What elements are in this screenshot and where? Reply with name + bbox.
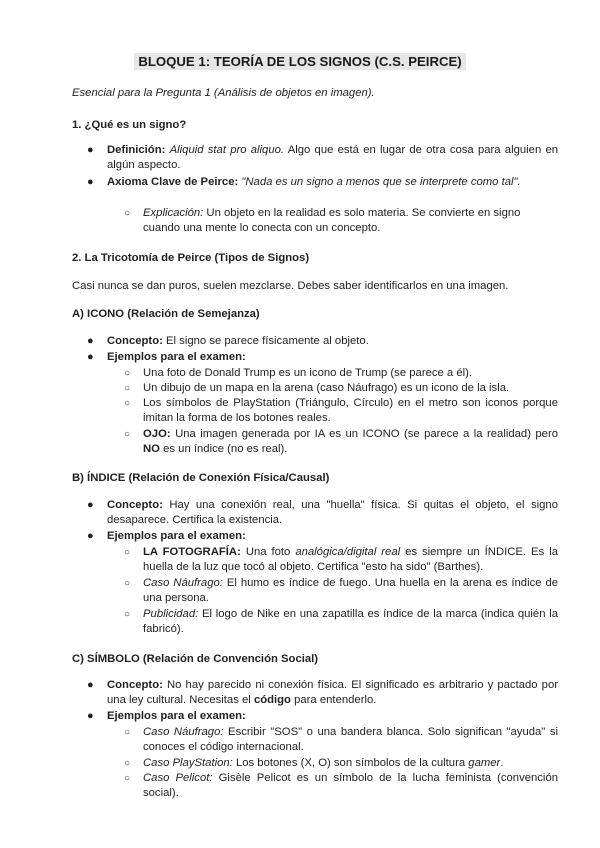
simbolo-pelicot-label: Caso Pelicot: [143,772,213,784]
simbolo-heading: C) SÍMBOLO (Relación de Convención Social) [72,653,319,665]
section-2-heading: 2. La Tricotomía de Peirce (Tipos de Signos) [72,252,310,264]
indice-foto-label: LA FOTOGRAFÍA: [143,546,241,558]
icono-ejemplo-3-text: Los símbolos de PlayStation (Triángulo, Círculo) en el metro son iconos porque imitan la forma de los botones reales. [143,397,558,424]
circle-bullet-icon: ○ [124,547,131,558]
simbolo-concepto-text-a: No hay parecido ni conexión física. El significado es arbitrario y pactado por una ley cultural. Necesitas el [107,679,559,706]
circle-bullet-icon: ○ [124,609,131,620]
bullet-icon: ● [87,351,94,363]
bullet-icon: ● [87,335,94,347]
indice-foto-italic: analógica/digital real [295,546,401,558]
list-item-definicion [87,143,559,173]
definicion-latin: Aliquid stat pro aliquo. [169,144,285,156]
icono-ejemplo-1 [124,366,558,381]
icono-ojo-text-b: es un índice (no es real). [163,443,288,455]
list-item-explicacion [124,206,558,236]
simbolo-naufrago-text: Escribir "SOS" o una bandera blanca. Solo significan "ayuda" si conoces el código internacional. [143,726,559,753]
circle-bullet-icon: ○ [124,727,131,738]
icono-ojo-no: NO [143,443,160,455]
indice-concepto [87,498,558,528]
indice-heading: B) ÍNDICE (Relación de Conexión Física/Causal) [72,472,330,484]
indice-naufrago-label: Caso Náufrago: [143,577,223,589]
axioma-quote: "Nada es un signo a menos que se interprete como tal". [241,176,521,188]
icono-ejemplo-3 [124,396,558,426]
icono-ojo-label: OJO: [143,428,171,440]
simbolo-concepto-text-b: para entenderlo. [294,694,377,706]
simbolo-concepto-label: Concepto: [107,679,163,691]
simbolo-ps-label: Caso PlayStation: [143,757,233,769]
icono-concepto [87,334,558,349]
period: . [500,757,504,769]
circle-bullet-icon: ○ [124,429,131,440]
list-item-axioma [87,175,558,190]
simbolo-ejemplos-label: Ejemplos para el examen: [107,710,246,722]
simbolo-pelicot-text: Gisèle Pelicot es un símbolo de la lucha feminista (convención social). [143,772,559,799]
simbolo-naufrago [124,725,559,755]
indice-ejemplos [87,529,558,544]
indice-concepto-text: Hay una conexión real, una "huella" física. Si quitas el objeto, el signo desaparece. Certifica la existencia. [107,499,558,526]
circle-bullet-icon: ○ [124,758,131,769]
simbolo-concepto-codigo: código [253,694,291,706]
bullet-icon: ● [87,710,94,722]
explicacion-text: Un objeto en la realidad es solo materia. Se convierte en signo cuando una mente lo conecta con un concepto. [143,207,521,234]
icono-ojo-text-a: Una imagen generada por IA es un ICONO (se parece a la realidad) pero [175,428,558,440]
indice-naufrago-text: El humo es índice de fuego. Una huella en la arena es índice de una persona. [143,577,559,604]
simbolo-playstation [124,756,558,771]
icono-concepto-label: Concepto: [107,335,163,347]
icono-ojo [124,427,558,457]
circle-bullet-icon: ○ [124,383,131,394]
bullet-icon: ● [87,176,94,188]
indice-publicidad [124,607,558,637]
section-2-intro: Casi nunca se dan puros, suelen mezclarse. Debes saber identificarlos en una imagen. [72,280,509,292]
circle-bullet-icon: ○ [124,578,131,589]
indice-foto-text-a: Una foto [245,546,291,558]
definicion-label: Definición: [107,144,166,156]
indice-foto-text-b: es siempre un ÍNDICE. Es la huella de la luz que tocó al objeto. Certifica "esto ha sido" (Barthes). [143,546,558,573]
icono-ejemplo-2-text: Un dibujo de un mapa en la arena (caso Náufrago) es un icono de la isla. [143,382,510,394]
icono-ejemplos-label: Ejemplos para el examen: [107,351,246,363]
indice-naufrago [124,576,559,606]
bullet-icon: ● [87,679,94,691]
icono-ejemplo-2 [124,381,558,396]
subtitle: Esencial para la Pregunta 1 (Análisis de objetos en imagen). [72,87,375,99]
circle-bullet-icon: ○ [124,368,131,379]
bullet-icon: ● [87,144,94,156]
definicion-text: Algo que está en lugar de otra cosa para alguien en algún aspecto. [107,144,559,171]
icono-ejemplo-1-text: Una foto de Donald Trump es un icono de Trump (se parece a él). [143,367,473,379]
indice-ejemplos-label: Ejemplos para el examen: [107,530,246,542]
indice-publicidad-text: El logo de Nike en una zapatilla es índice de la marca (indica quién la fabricó). [143,608,558,635]
page-title-text: BLOQUE 1: TEORÍA DE LOS SIGNOS (C.S. PEIRCE) [134,53,465,70]
circle-bullet-icon: ○ [124,208,131,219]
indice-fotografia [124,545,558,575]
axioma-label: Axioma Clave de Peirce: [107,176,239,188]
circle-bullet-icon: ○ [124,398,131,409]
bullet-icon: ● [87,499,94,511]
icono-heading: A) ICONO (Relación de Semejanza) [72,308,260,320]
explicacion-label: Explicación: [143,207,204,219]
circle-bullet-icon: ○ [124,773,131,784]
simbolo-concepto [87,678,559,708]
simbolo-ps-text: Los botones (X, O) son símbolos de la cultura [235,757,466,769]
bullet-icon: ● [87,530,94,542]
icono-ejemplos [87,350,558,365]
simbolo-naufrago-label: Caso Náufrago: [143,726,224,738]
section-1-heading: 1. ¿Qué es un signo? [72,119,187,131]
simbolo-ps-gamer: gamer [468,757,501,769]
indice-publicidad-label: Publicidad: [143,608,199,620]
simbolo-pelicot [124,771,559,801]
icono-concepto-text: El signo se parece físicamente al objeto. [166,335,369,347]
indice-concepto-label: Concepto: [107,499,163,511]
page-title [0,54,600,71]
simbolo-ejemplos [87,709,558,724]
